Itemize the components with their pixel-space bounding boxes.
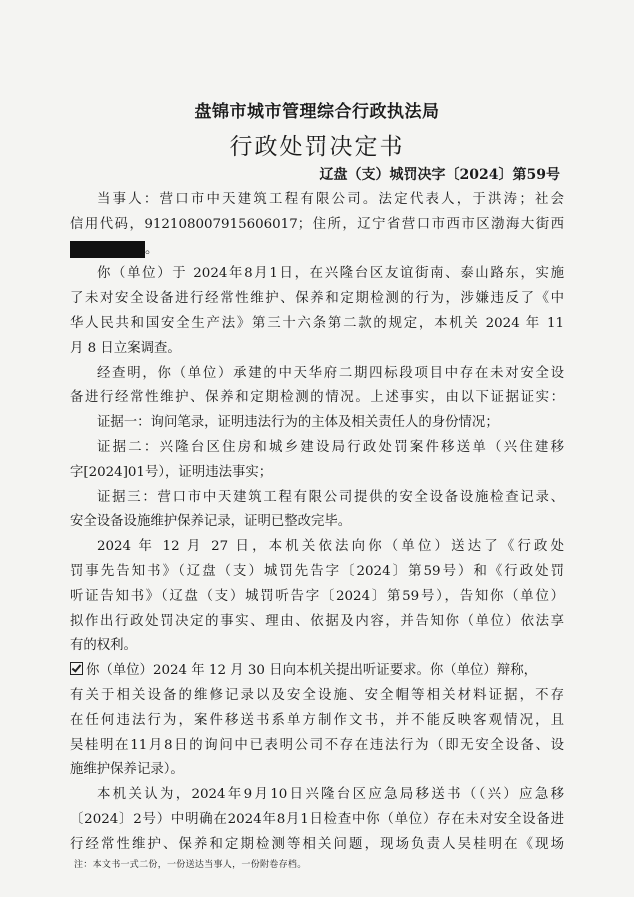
document-title: 行政处罚决定书 [229, 134, 405, 160]
finding-line-3: 行经常性维护、保养和定期检测等相关问题，现场负责人吴桂明在《现场 [70, 836, 564, 852]
notice-line-4: 拟作出行政处罚决定的事实、理由、依据及内容，并告知你（单位）依法享 [70, 613, 564, 629]
notice-paragraph [70, 535, 564, 659]
finding-paragraph [70, 783, 564, 857]
notice-line-1: 2024 年 12 月 27 日，本机关依法向你（单位）送达了《行政处 [97, 539, 564, 555]
hearing-paragraph [70, 659, 564, 783]
case-line-2: 了未对安全设备进行经常性维护、保养和定期检测的行为，涉嫌违反了《中 [70, 291, 564, 307]
investigation-line-2: 备进行经常性维护、保养和定期检测的情况。上述事实，由以下证据证实： [70, 390, 564, 406]
evidence-2-line-2: 字[2024]01号），证明违法事实； [70, 464, 273, 480]
hearing-line-2: 有关于相关设备的维修记录以及安全设施、安全帽等相关材料证据，不存 [70, 687, 564, 703]
case-line-3: 华人民共和国安全生产法》第三十六条第二款的规定，本机关 2024 年 11 [70, 315, 564, 331]
investigation-line-1: 经查明，你（单位）承建的中天华府二期四标段项目中存在未对安全设 [97, 365, 564, 381]
case-paragraph [70, 262, 564, 361]
evidence-1: 证据一：询问笔录，证明违法行为的主体及相关责任人的身份情况； [97, 415, 499, 431]
finding-line-1: 本机关认为，2024年9月10日兴隆台区应急局移送书（（兴）应急移 [97, 787, 564, 803]
case-line-1: 你（单位）于 2024年8月1日，在兴隆台区友谊街南、泰山路东，实施 [97, 266, 564, 282]
issuing-organization: 盘锦市城市管理综合行政执法局 [194, 102, 440, 122]
checkbox-checked-icon [70, 662, 83, 675]
document-number: 辽盘（支）城罚决字〔2024〕第59号 [319, 167, 560, 183]
party-paragraph [70, 188, 564, 262]
hearing-line-5: 施维护保养记录）。 [70, 762, 184, 778]
hearing-line-4: 吴桂明在11月8日的询问中已表明公司不存在违法行为（即无安全设备、设 [70, 737, 564, 753]
finding-line-2: 〔2024〕2号）中明确在2024年8月1日检查中你（单位）存在未对安全设备进 [70, 811, 564, 827]
party-line-2: 信用代码，912108007915606017；住所，辽宁省营口市西市区渤海大街西 [70, 216, 564, 232]
party-line-1: 当事人：营口市中天建筑工程有限公司。法定代表人，于洪涛；社会 [97, 192, 564, 207]
evidence-3 [70, 486, 564, 536]
evidence-2 [70, 436, 564, 486]
notice-line-2: 罚事先告知书》（辽盘（支）城罚先告字〔2024〕第59号）和《行政处罚 [70, 563, 564, 579]
evidence-2-line-1: 证据二：兴隆台区住房和城乡建设局行政处罚案件移送单（兴住建移 [97, 439, 564, 455]
evidence-3-line-1: 证据三：营口市中天建筑工程有限公司提供的安全设备设施检查记录、 [97, 489, 564, 505]
footnote: 注：本文书一式二份，一份送达当事人，一份附卷存档。 [74, 860, 307, 870]
hearing-line-1: 你（单位）2024 年 12 月 30 日向本机关提出听证要求。你（单位）辩称， [70, 659, 564, 684]
notice-line-3: 听证告知书》（辽盘（支）城罚听告字〔2024〕第59号），告知你（单位） [70, 588, 564, 604]
party-end: 。 [145, 241, 159, 257]
hearing-line-3: 在任何违法行为，案件移送书系单方制作文书，并不能反映客观情况，且 [70, 712, 564, 728]
redaction-block [70, 241, 145, 258]
investigation-paragraph [70, 362, 564, 412]
document-body [70, 188, 564, 858]
notice-line-5: 有的权利。 [70, 638, 137, 654]
case-line-4: 月 8 日立案调查。 [70, 340, 181, 356]
party-line-3 [70, 238, 564, 263]
evidence-3-line-2: 安全设备设施维护保养记录，证明已整改完毕。 [70, 514, 352, 530]
